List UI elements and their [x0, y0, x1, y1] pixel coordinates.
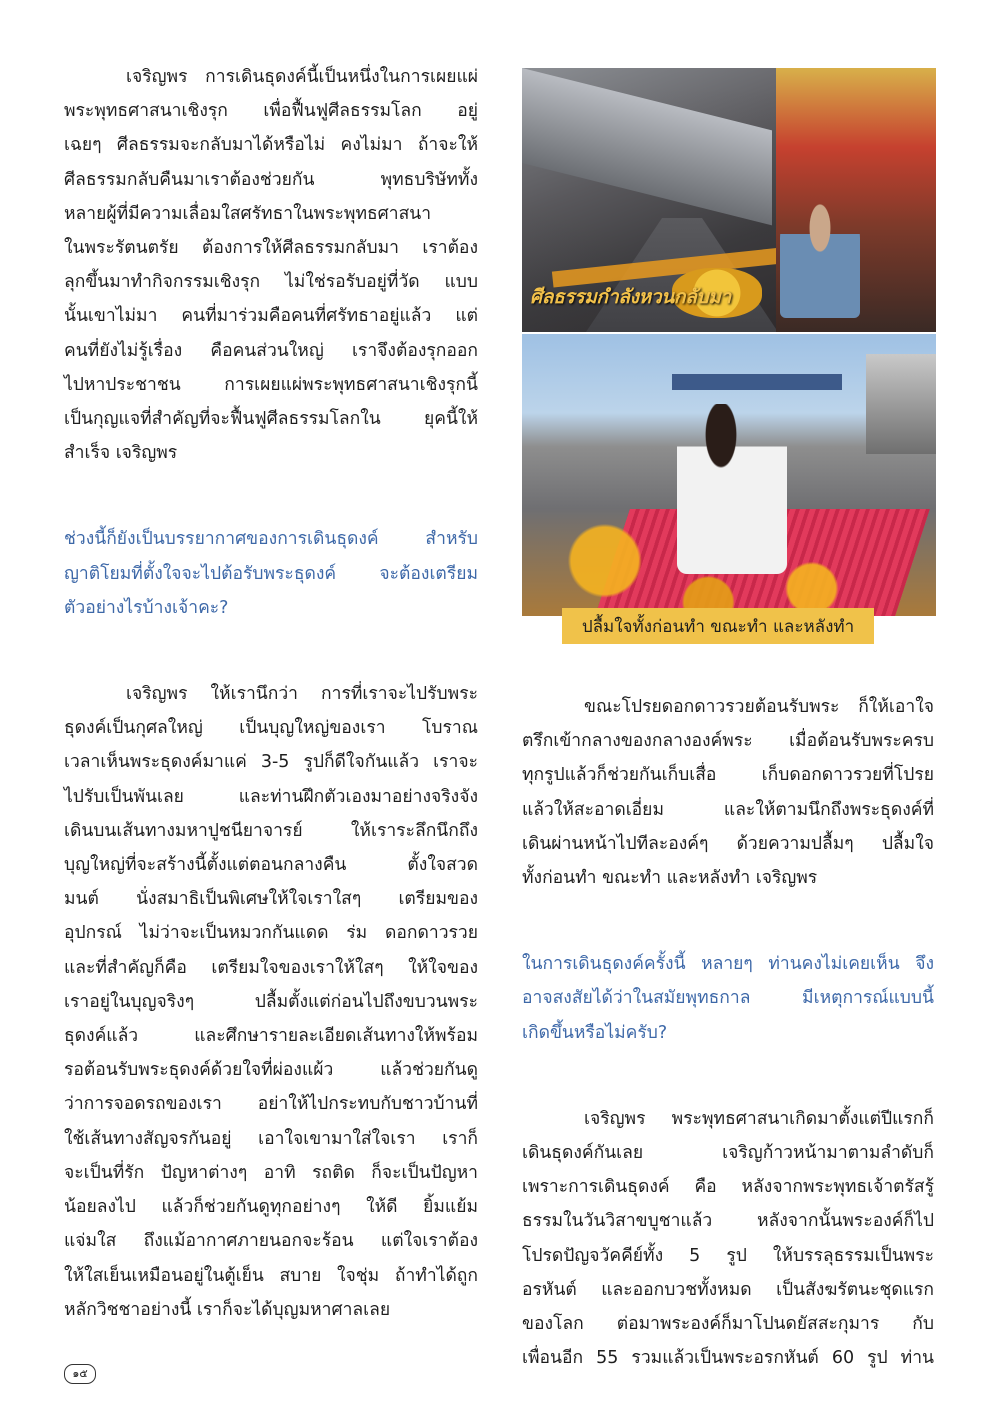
intro-paragraph	[64, 60, 478, 470]
text-line: มนต์ นั่งสมาธิเป็นพิเศษให้ใจเราใสๆ เตรียมของ	[64, 889, 478, 910]
right-column	[522, 690, 934, 1375]
answer-continued-paragraph	[522, 690, 934, 895]
text-line: นั้นเขาไม่มา คนที่มาร่วมคือคนที่ศรัทธาอยู่แล้ว แต่	[64, 306, 478, 327]
text-line: สำเร็จ เจริญพร	[64, 443, 178, 464]
text-line: ธุดงค์เป็นกุศลใหญ่ เป็นบุญใหญ่ของเรา โบราณ	[64, 718, 478, 739]
text-line: ทั้งก่อนทำ ขณะทำ และหลังทำ เจริญพร	[522, 868, 818, 889]
text-line: ญาติโยมที่ตั้งใจจะไปต้อรับพระธุดงค์ จะต้องเตรียม	[64, 563, 478, 584]
text-line: ทุกรูปแล้วก็ช่วยกันเก็บเสื่อ เก็บดอกดาวรวยที่โปรย	[522, 765, 934, 786]
text-line: เพื่อนอีก 55 รวมแล้วเป็นพระอรกหันต์ 60 รูป ท่าน	[522, 1348, 934, 1369]
text-line: อุปกรณ์ ไม่ว่าจะเป็นหมวกกันแดด ร่ม ดอกดาวรวย	[64, 923, 478, 944]
text-line: โปรดปัญจวัคคีย์ทั้ง 5 รูป ให้บรรลุธรรมเป็นพระ	[522, 1245, 934, 1266]
text-line: เฉยๆ ศีลธรรมจะกลับมาได้หรือไม่ คงไม่มา ถ้าจะให้	[64, 135, 478, 156]
text-line: จะเป็นที่รัก ปัญหาต่างๆ อาทิ รถติด ก็จะเป็นปัญหา	[64, 1162, 478, 1183]
answer-1-paragraph	[64, 677, 478, 1327]
question-2	[522, 947, 934, 1050]
text-line: เป็นกุญแจที่สำคัญที่จะฟื้นฟูศีลธรรมโลกใน ยุคนี้ให้	[64, 409, 478, 430]
text-line: แจ่มใส ถึงแม้อากาศภายนอกจะร้อน แต่ใจเราต้อง	[64, 1231, 478, 1252]
text-line: หลักวิชชาอย่างนี้ เราก็จะได้บุญมหาศาลเลย	[64, 1299, 391, 1320]
text-line: เดินธุดงค์กันเลย เจริญก้าวหน้ามาตามลำดับก็	[522, 1143, 934, 1164]
text-line: ธุดงค์แล้ว และศึกษารายละเอียดเส้นทางให้พร้อม	[64, 1026, 478, 1047]
text-line: เจริญพร การเดินธุดงค์นี้เป็นหนึ่งในการเผยแผ่	[126, 67, 478, 87]
text-line: เราอยู่ในบุญจริงๆ ปลื้มตั้งแต่ก่อนไปถึงขบวนพระ	[64, 991, 478, 1012]
text-line: เวลาเห็นพระธุดงค์มาแค่ 3-5 รูปก็ดีใจกันแล้ว เราจะ	[64, 752, 478, 773]
text-line: ขณะโปรยดอกดาวรวยต้อนรับพระ ก็ให้เอาใจ	[584, 697, 934, 717]
answer-2-paragraph	[522, 1102, 934, 1376]
question-1	[64, 522, 478, 625]
text-line: ตรึกเข้ากลางของกลางองค์พระ เมื่อต้อนรับพระครบ	[522, 731, 934, 752]
text-line: เพราะการเดินธุดงค์ คือ หลังจากพระพุทธเจ้าตรัสรู้	[522, 1177, 934, 1198]
text-line: ว่าการจอดรถของเรา อย่าให้ไปกระทบกับชาวบ้านที่	[64, 1094, 478, 1115]
roadside-photo	[522, 334, 936, 616]
text-line: ไปหาประชาชน การเผยแผ่พระพุทธศาสนาเชิงรุกนี้	[64, 374, 478, 395]
text-line: เจริญพร ให้เรานึกว่า การที่เราจะไปรับพระ	[126, 684, 478, 705]
text-line: อาจสงสัยได้ว่าในสมัยพุทธกาล มีเหตุการณ์แบบนี้	[522, 988, 934, 1009]
text-line: ของโลก ต่อมาพระองค์ก็มาโปนดยัสสะกุมาร กับ	[522, 1314, 934, 1335]
text-line: ตัวอย่างไรบ้างเจ้าคะ?	[64, 597, 229, 618]
text-line: ไปรับเป็นพันเลย และท่านฝึกตัวเองมาอย่างจริงจัง	[64, 786, 478, 807]
text-line: รอต้อนรับพระธุดงค์ด้วยใจที่ผ่องแผ้ว แล้วช่วยกันดู	[64, 1060, 478, 1081]
text-line: เจริญพร พระพุทธศาสนาเกิดมาตั้งแต่ปีแรกก็	[584, 1108, 934, 1129]
market-photo	[522, 68, 936, 332]
text-line: เกิดขึ้นหรือไม่ครับ?	[522, 1022, 668, 1043]
text-line: บุญใหญ่ที่จะสร้างนี้ตั้งแต่ตอนกลางคืน ตั้งใจสวด	[64, 855, 478, 876]
market-photo-caption: ศีลธรรมกำลังหวนกลับมา	[530, 286, 731, 308]
text-line: ในการเดินธุดงค์ครั้งนี้ หลายๆ ท่านคงไม่เคยเห็น จึง	[522, 954, 934, 975]
text-line: เดินบนเส้นทางมหาปูชนียาจารย์ ให้เราระลึกนึกถึง	[64, 820, 478, 841]
text-line: เดินผ่านหน้าไปทีละองค์ๆ ด้วยความปลื้มๆ ปลื้มใจ	[522, 833, 934, 854]
text-line: แล้วให้สะอาดเอี่ยม และให้ตามนึกถึงพระธุดงค์ที่	[522, 799, 934, 820]
left-column	[64, 60, 478, 1327]
text-line: และที่สำคัญก็คือ เตรียมใจของเราให้ใสๆ ให้ใจของ	[64, 957, 478, 978]
text-line: ลุกขึ้นมาทำกิจกรรมเชิงรุก ไม่ใช่รอรับอยู่ที่วัด แบบ	[64, 272, 478, 293]
text-line: ศีลธรรมกลับคืนมาเราต้องช่วยกัน พุทธบริษัททั้ง	[64, 169, 478, 190]
text-line: ช่วงนี้ก็ยังเป็นบรรยากาศของการเดินธุดงค์ สำหรับ	[64, 529, 478, 550]
text-line: ใช้เส้นทางสัญจรกันอยู่ เอาใจเขามาใส่ใจเรา เราก็	[64, 1128, 478, 1149]
text-line: อรหันต์ และออกบวชทั้งหมด เป็นสังฆรัตนะชุดแรก	[522, 1279, 934, 1300]
text-line: ธรรมในวันวิสาขบูชาแล้ว หลังจากนั้นพระองค์ก็ไป	[522, 1211, 934, 1232]
text-line: หลายผู้ที่มีความเลื่อมใสศรัทธาในพระพุทธศาสนา	[64, 203, 432, 224]
page-number: ๑๕	[64, 1364, 96, 1384]
text-line: ในพระรัตนตรัย ต้องการให้ศีลธรรมกลับมา เราต้อง	[64, 238, 478, 259]
photo-caption-banner: ปลื้มใจทั้งก่อนทำ ขณะทำ และหลังทำ	[562, 608, 874, 644]
text-line: คนที่ยังไม่รู้เรื่อง คือคนส่วนใหญ่ เราจึงต้องรุกออก	[64, 340, 478, 361]
text-line: น้อยลงไป แล้วก็ช่วยกันดูทุกอย่างๆ ให้ดี ยิ้มแย้ม	[64, 1197, 478, 1218]
text-line: ให้ใสเย็นเหมือนอยู่ในตู้เย็น สบาย ใจชุ่ม ถ้าทำได้ถูก	[64, 1265, 478, 1286]
text-line: พระพุทธศาสนาเชิงรุก เพื่อฟื้นฟูศีลธรรมโลก อยู่	[64, 101, 478, 122]
